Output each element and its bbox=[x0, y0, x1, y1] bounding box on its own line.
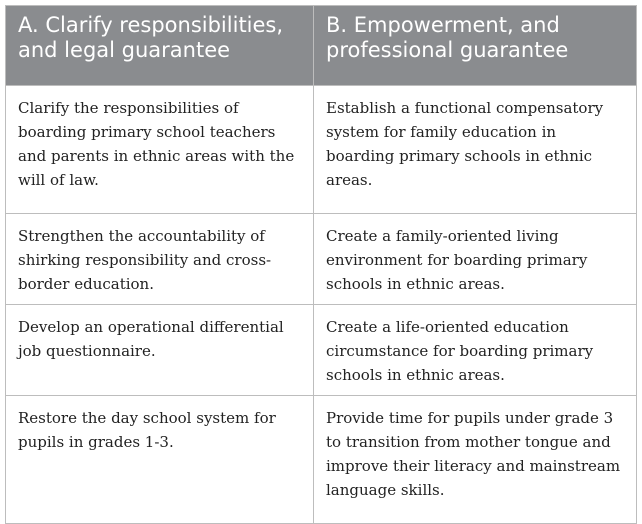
table-body bbox=[6, 86, 637, 524]
table-row bbox=[6, 305, 637, 396]
cell-column-b: Establish a functional compensatory system for family education in boarding primary schools in ethnic areas. bbox=[314, 86, 637, 214]
cell-column-b: Provide time for pupils under grade 3 to transition from mother tongue and improve their literacy and mainstream language skills. bbox=[314, 396, 637, 524]
header-column-b: B. Empowerment, and professional guarantee bbox=[314, 6, 637, 86]
cell-column-a: Develop an operational differential job questionnaire. bbox=[6, 305, 314, 396]
table-header bbox=[6, 6, 637, 86]
table-row bbox=[6, 396, 637, 524]
cell-column-b: Create a family-oriented living environment for boarding primary schools in ethnic areas. bbox=[314, 214, 637, 305]
table-row bbox=[6, 86, 637, 214]
header-column-a: A. Clarify responsibilities, and legal guarantee bbox=[6, 6, 314, 86]
cell-column-a: Strengthen the accountability of shirking responsibility and cross-border education. bbox=[6, 214, 314, 305]
table-row bbox=[6, 214, 637, 305]
measures-table bbox=[5, 5, 637, 524]
header-row bbox=[6, 6, 637, 86]
cell-column-b: Create a life-oriented education circumstance for boarding primary schools in ethnic areas. bbox=[314, 305, 637, 396]
cell-column-a: Restore the day school system for pupils in grades 1-3. bbox=[6, 396, 314, 524]
cell-column-a: Clarify the responsibilities of boarding primary school teachers and parents in ethnic areas with the will of law. bbox=[6, 86, 314, 214]
